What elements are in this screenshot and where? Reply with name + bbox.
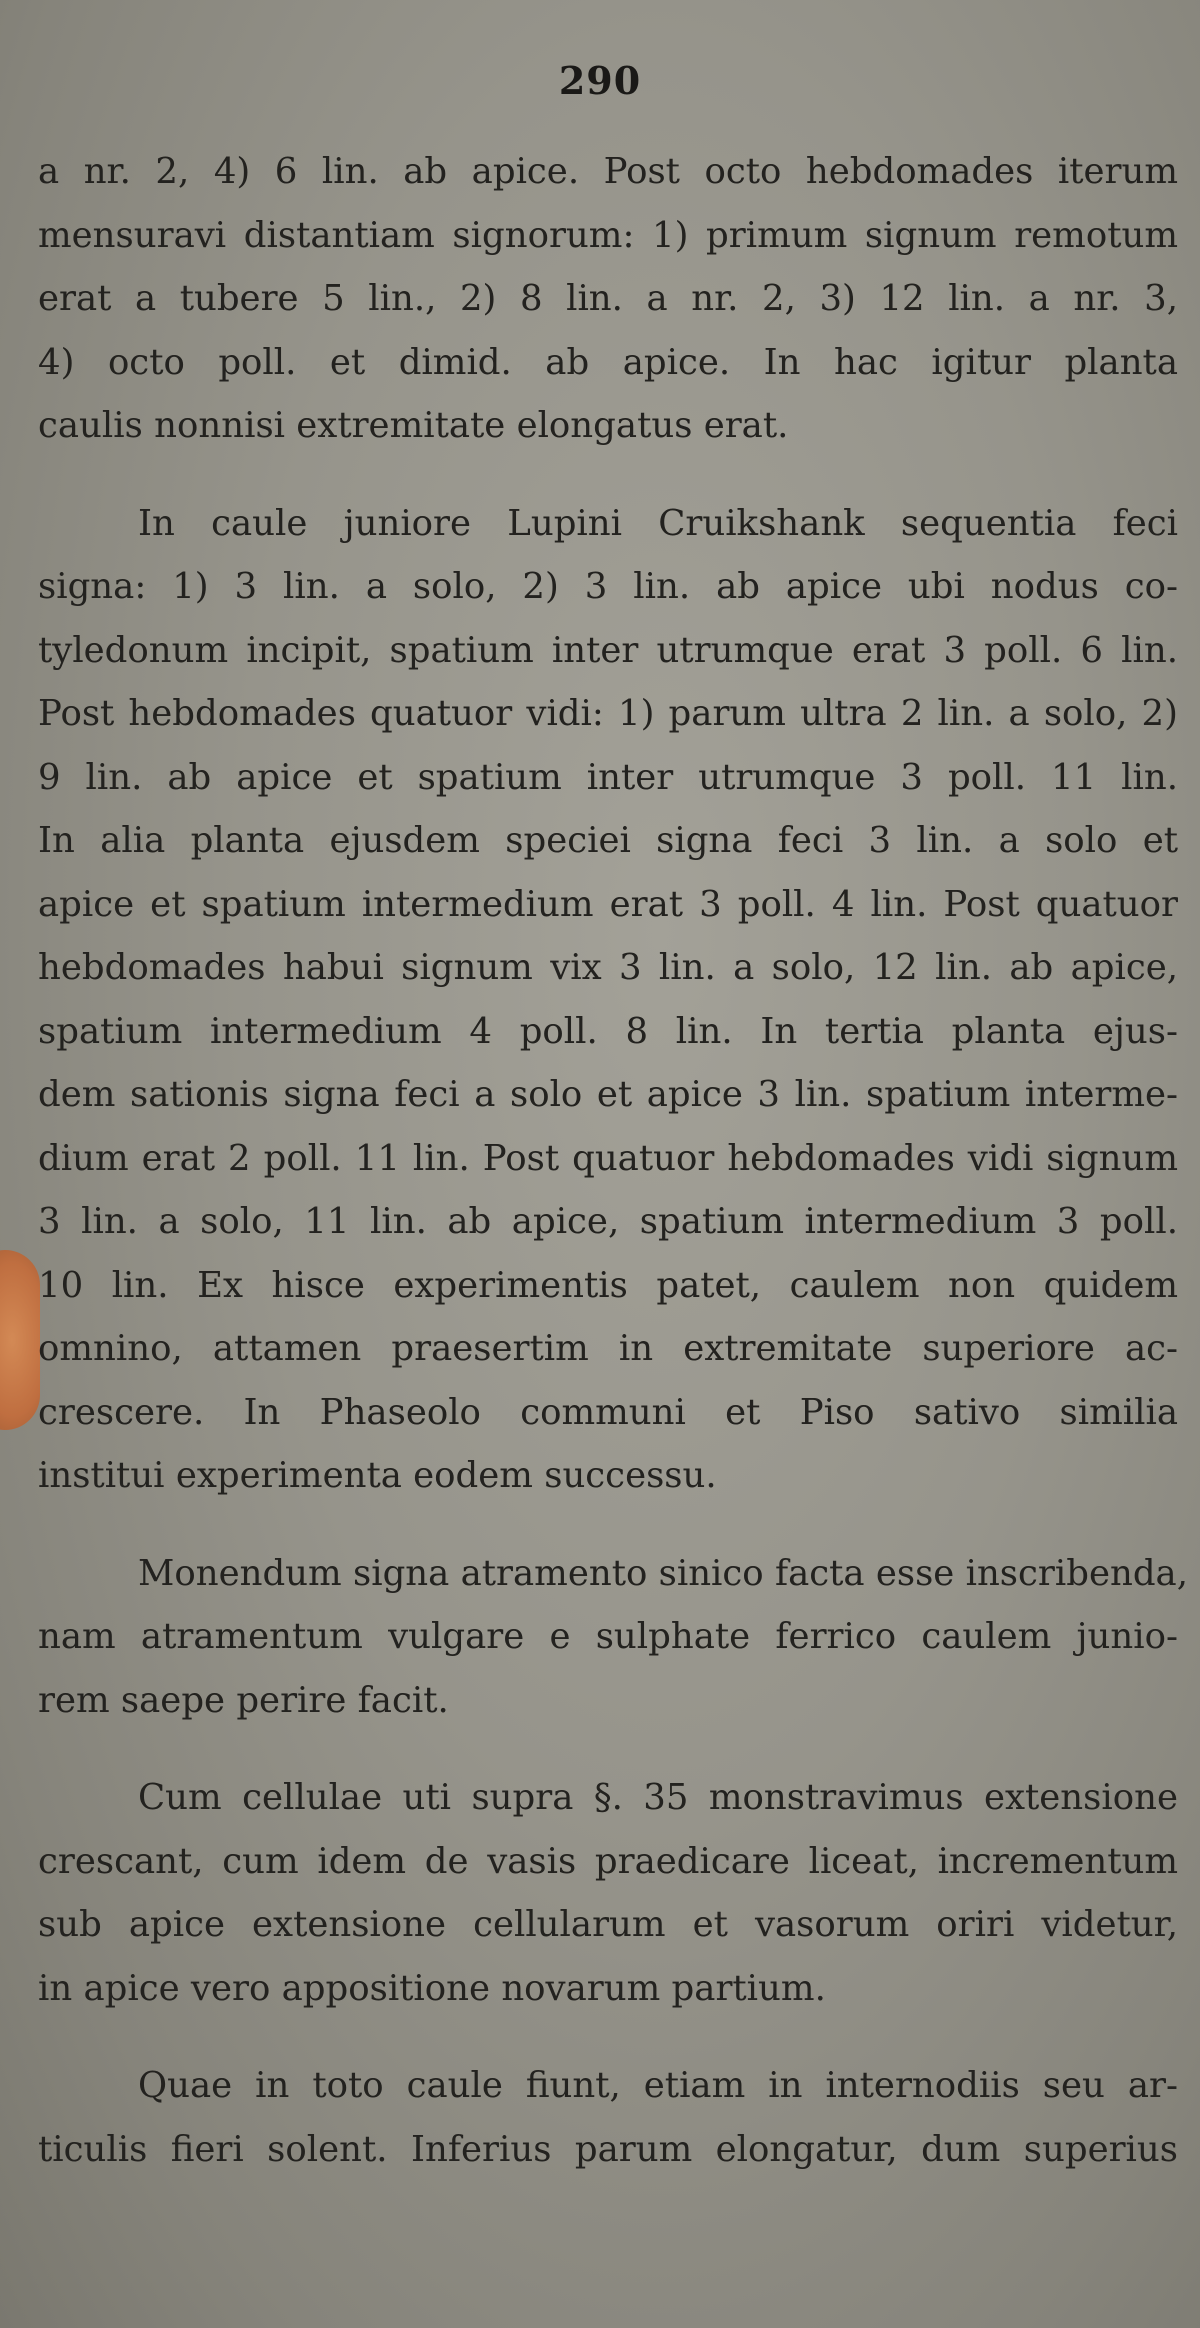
text-line: sub apice extensione cellularum et vasorum oriri videtur,: [38, 1904, 1178, 1945]
text-line: nam atramentum vulgare e sulphate ferrico caulem junio-: [38, 1616, 1178, 1657]
finger-shadow: [0, 1250, 40, 1430]
text-line: 4) octo poll. et dimid. ab apice. In hac igitur planta: [38, 341, 1178, 383]
body-text: [38, 140, 1189, 2215]
text-line: crescant, cum idem de vasis praedicare liceat, incrementum: [38, 1840, 1178, 1882]
text-line: Post hebdomades quatuor vidi: 1) parum ultra 2 lin. a solo, 2): [38, 693, 1178, 734]
text-line: in apice vero appositione novarum partium.: [38, 1967, 826, 2009]
text-line: signa: 1) 3 lin. a solo, 2) 3 lin. ab apice ubi nodus co-: [38, 566, 1178, 607]
paragraph: [38, 492, 1178, 1508]
text-line: ticulis fieri solent. Inferius parum elongatur, dum superius: [38, 2128, 1178, 2170]
text-line: Monendum signa atramento sinico facta esse inscribenda,: [138, 1552, 1189, 1594]
text-line: caulis nonnisi extremitate elongatus erat.: [38, 405, 789, 446]
text-line: a nr. 2, 4) 6 lin. ab apice. Post octo hebdomades iterum: [38, 151, 1178, 192]
text-line: spatium intermedium 4 poll. 8 lin. In tertia planta ejus-: [38, 1010, 1178, 1052]
text-line: In caule juniore Lupini Cruikshank sequentia feci: [138, 502, 1178, 544]
text-line: omnino, attamen praesertim in extremitate superiore ac-: [38, 1328, 1178, 1369]
text-line: Quae in toto caule fiunt, etiam in internodiis seu ar-: [138, 2065, 1178, 2106]
paragraph: [38, 140, 1178, 458]
text-line: mensuravi distantiam signorum: 1) primum signum remotum: [38, 214, 1178, 256]
page-number: 290: [558, 58, 642, 103]
text-line: Cum cellulae uti supra §. 35 monstravimus extensione: [138, 1777, 1178, 1818]
paragraph: [38, 2054, 1178, 2181]
text-line: In alia planta ejusdem speciei signa feci 3 lin. a solo et: [38, 820, 1178, 861]
text-line: apice et spatium intermedium erat 3 poll. 4 lin. Post quatuor: [38, 883, 1178, 925]
text-line: dem sationis signa feci a solo et apice 3 lin. spatium interme-: [38, 1074, 1178, 1115]
text-line: 3 lin. a solo, 11 lin. ab apice, spatium intermedium 3 poll.: [38, 1201, 1178, 1242]
text-line: crescere. In Phaseolo communi et Piso sativo similia: [38, 1391, 1178, 1433]
text-line: 10 lin. Ex hisce experimentis patet, caulem non quidem: [38, 1264, 1178, 1306]
text-line: erat a tubere 5 lin., 2) 8 lin. a nr. 2, 3) 12 lin. a nr. 3,: [38, 278, 1178, 319]
text-line: dium erat 2 poll. 11 lin. Post quatuor hebdomades vidi signum: [38, 1137, 1178, 1179]
text-line: institui experimenta eodem successu.: [38, 1455, 717, 1496]
text-line: tyledonum incipit, spatium inter utrumque erat 3 poll. 6 lin.: [38, 629, 1178, 671]
paragraph: [38, 1542, 1189, 1733]
text-line: rem saepe perire facit.: [38, 1679, 449, 1721]
paragraph: [38, 1766, 1178, 2020]
text-line: 9 lin. ab apice et spatium inter utrumque 3 poll. 11 lin.: [38, 756, 1178, 798]
text-line: hebdomades habui signum vix 3 lin. a solo, 12 lin. ab apice,: [38, 947, 1178, 988]
